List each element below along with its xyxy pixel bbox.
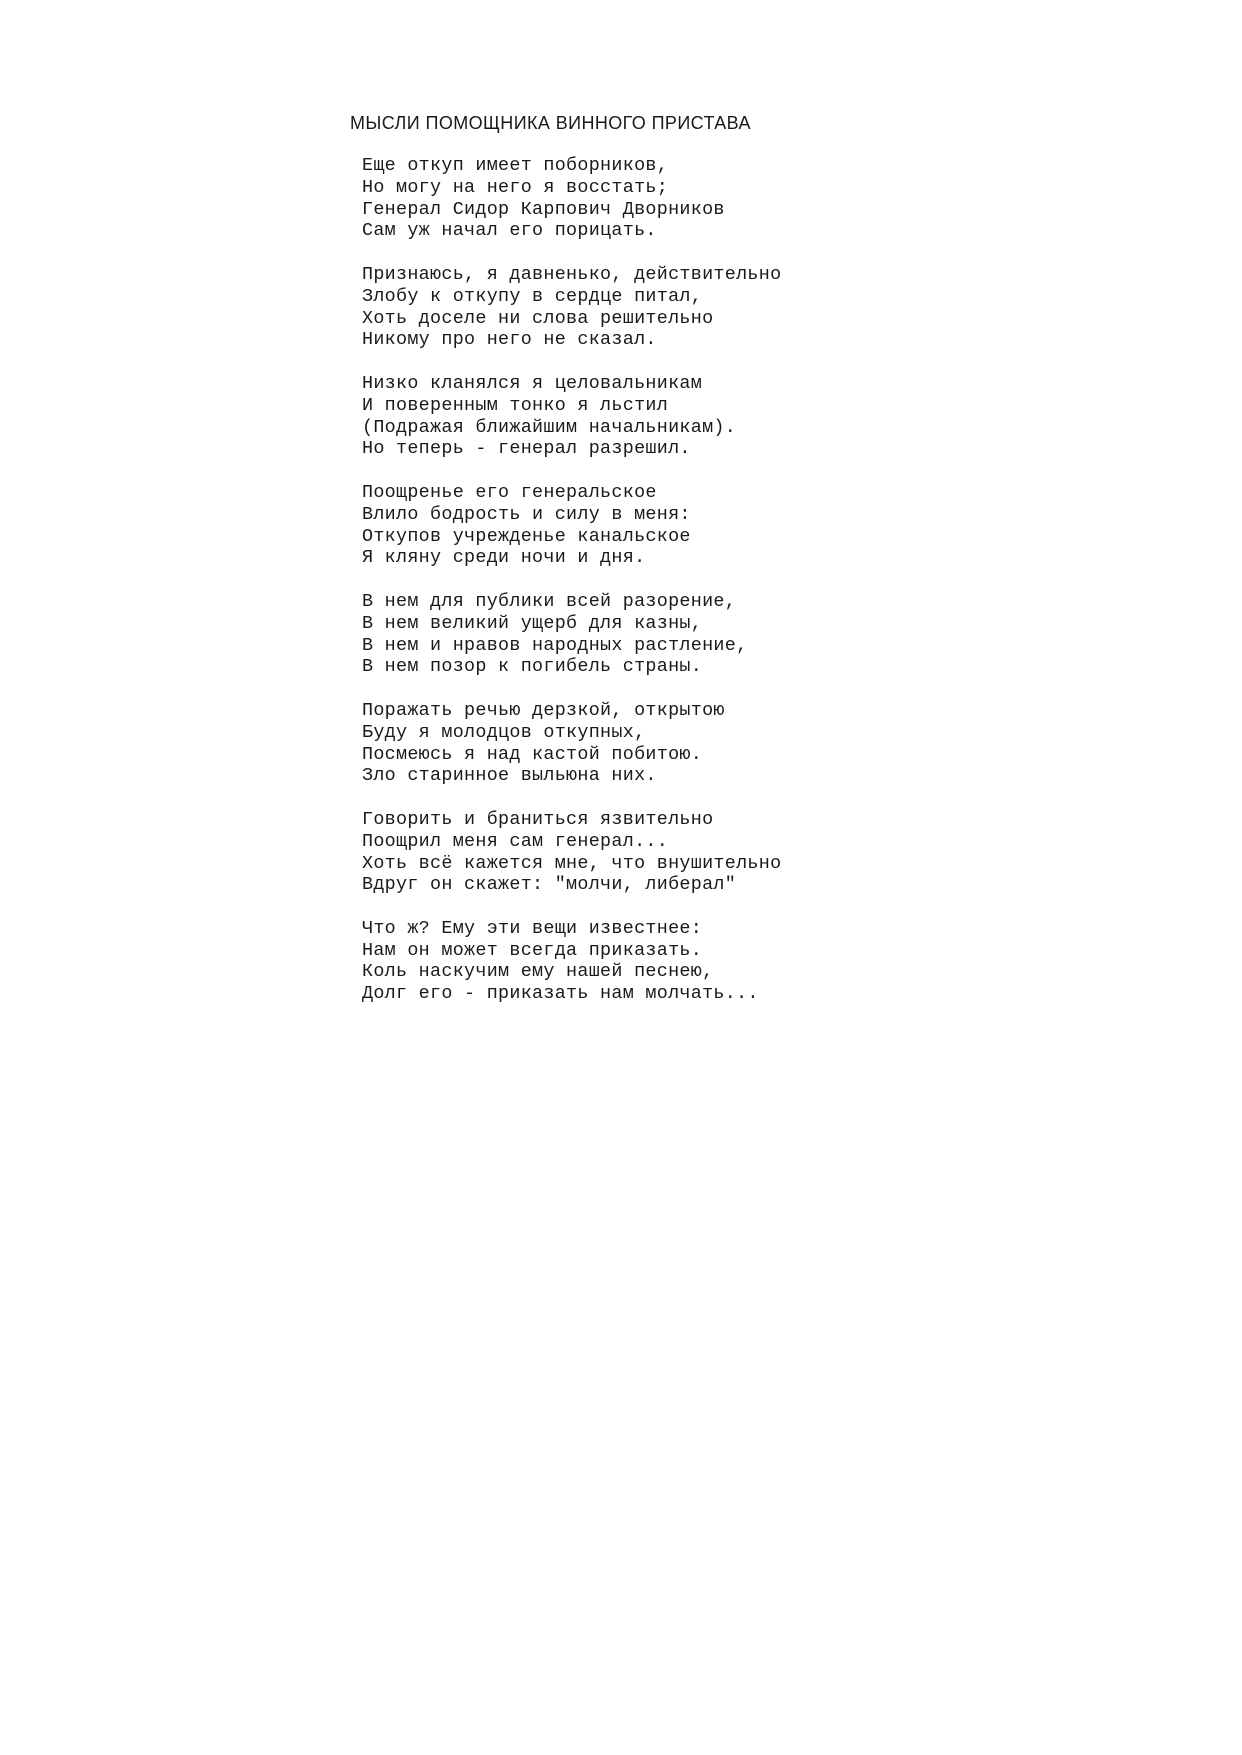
stanza-2 [362,264,1122,351]
poem-line: Низко кланялся я целовальникам [362,372,703,394]
poem-line: Поощренье его генеральское [362,481,657,503]
stanza-4 [362,482,1122,569]
poem-line: Откупов учрежденье канальское [362,525,691,547]
poem-line: В нем и нравов народных растление, [362,634,748,656]
poem-line: (Подражая ближайшим начальникам). [362,416,737,438]
poem-line: Говорить и браниться язвительно [362,808,714,830]
stanza-7 [362,809,1122,896]
poem-line: Поощрил меня сам генерал... [362,830,669,852]
poem-line: В нем для публики всей разорение, [362,590,737,612]
poem-line: В нем великий ущерб для казны, [362,612,703,634]
poem-body [362,155,1122,1027]
stanza-5 [362,591,1122,678]
poem-line: В нем позор к погибель страны. [362,656,703,678]
poem-line: Вдруг он скажет: "молчи, либерал" [362,874,737,896]
stanza-8 [362,918,1122,1005]
stanza-6 [362,700,1122,787]
poem-line: Коль наскучим ему нашей песнею, [362,961,714,983]
poem-line: И поверенным тонко я льстил [362,394,669,416]
poem-line: Еще откуп имеет поборников, [362,155,669,176]
poem-line: Влило бодрость и силу в меня: [362,503,691,525]
poem-line: Зло старинное выльюна них. [362,765,657,787]
poem-line: Сам уж начал его порицать. [362,220,657,242]
poem-line: Признаюсь, я давненько, действительно [362,263,782,285]
poem-line: Долг его - приказать нам молчать... [362,983,759,1005]
stanza-1 [362,155,1122,242]
poem-line: Хоть всё кажется мне, что внушительно [362,852,782,874]
poem-title: МЫСЛИ ПОМОЩНИКА ВИННОГО ПРИСТАВА [350,113,751,133]
poem-line: Генерал Сидор Карпович Дворников [362,198,725,220]
poem-line: Буду я молодцов откупных, [362,721,646,743]
poem-line: Посмеюсь я над кастой побитою. [362,743,703,765]
poem-line: Но теперь - генерал разрешил. [362,438,691,460]
poem-line: Поражать речью дерзкой, открытою [362,699,725,721]
poem-line: Что ж? Ему эти вещи известнее: [362,917,703,939]
poem-line: Хоть доселе ни слова решительно [362,307,714,329]
poem-line: Никому про него не сказал. [362,329,657,351]
poem-line: Но могу на него я восстать; [362,176,669,198]
poem-line: Злобу к откупу в сердце питал, [362,285,703,307]
stanza-3 [362,373,1122,460]
poem-line: Нам он может всегда приказать. [362,939,703,961]
poem-line: Я кляну среди ночи и дня. [362,547,646,569]
